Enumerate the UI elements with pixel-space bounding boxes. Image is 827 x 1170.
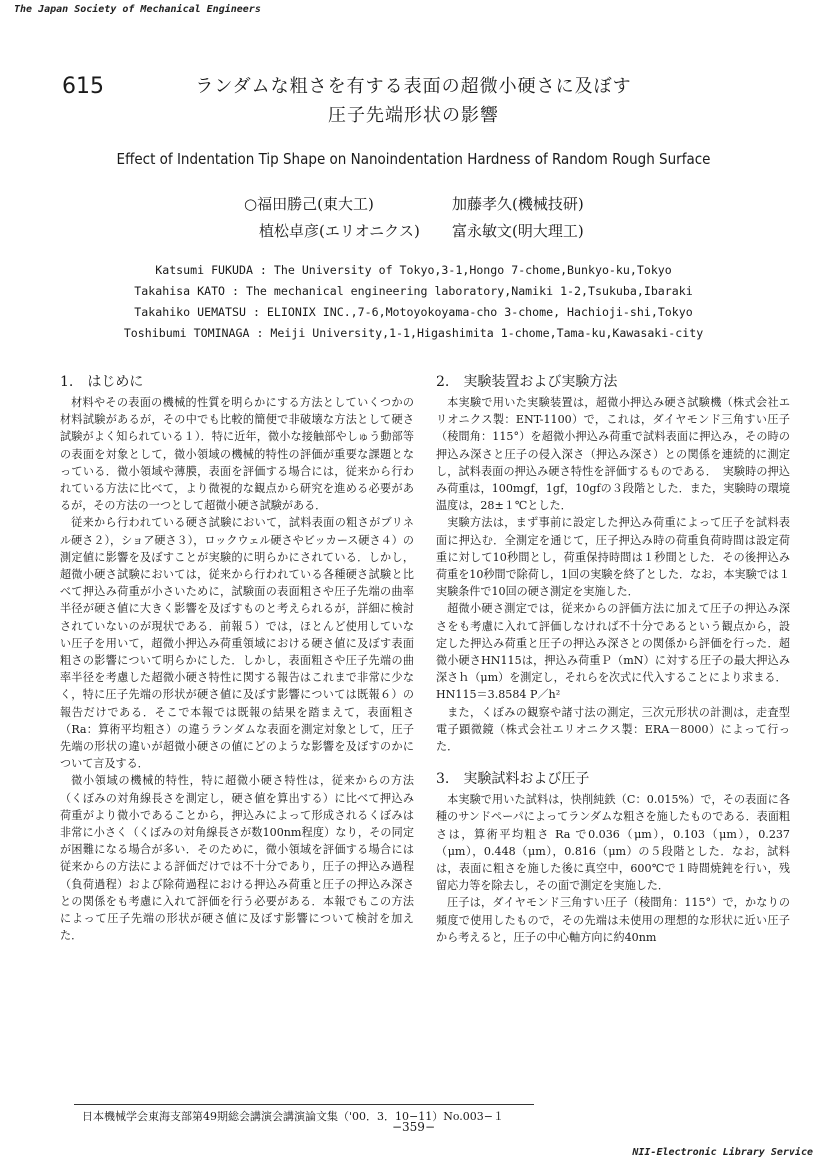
affiliation-2: Takahisa KATO : The mechanical engineering laboratory,Namiki 1-2,Tsukuba,Ibaraki	[134, 284, 693, 298]
paragraph: 実験方法は，まず事前に設定した押込み荷重によって圧子を試料表面に押込む．全測定を通じて，圧子押込み時の荷重負荷時間は設定荷重に対して10秒間とし，荷重保持時間は１秒間とした．その後押込み荷重を10秒間で除荷し，1回の実験を終了とした．なお，本実験では１実験条件で10回の硬さ測定を実施した．	[436, 516, 790, 599]
paragraph: 超微小硬さ測定では，従来からの評価方法に加えて圧子の押込み深さをも考慮に入れて評価しなければ不十分であるという観点から，設定した押込み荷重と圧子の押込み深さとの関係から評価を行った．超微小硬さHN115は，押込み荷重Ｐ（mN）に対する圧子の最大押込み深さｈ（μm）を測定し，それらを次式に代入することにより求まる．	[436, 602, 790, 685]
society-header: The Japan Society of Mechanical Engineers	[14, 4, 261, 15]
footer-rule	[74, 1104, 534, 1105]
title-en: Effect of Indentation Tip Shape on Nanoindentation Hardness of Random Rough Surface	[116, 150, 711, 168]
section-heading-introduction: 1. はじめに	[60, 374, 144, 390]
title-ja-line2: 圧子先端形状の影響	[328, 105, 499, 126]
hardness-formula: HN115＝3.8584 P／h²	[436, 688, 561, 702]
paragraph: 圧子は，ダイヤモンド三角すい圧子（稜間角：115°）で，かなりの頻度で使用したもので，その先端は未使用の理想的な形状に近い圧子から考えると，圧子の中心軸方向に約40nm	[436, 896, 790, 944]
paragraph: 材料やその表面の機械的性質を明らかにする方法としていくつかの材料試験があるが，その中でも比較的簡便で非破壊な方法として硬さ試験がよく知られている１）．特に近年，微小な接触部やしゅう動部等の表面を対象として，微小領域の機械的特性の評価が重要な課題となっている．微小領域や薄膜，表面を評価する場合には，従来から行われている方法に比べて，より微視的な観点から研究を進める必要があるが，その方法の一つとして超微小硬さ試験がある．	[60, 396, 414, 513]
author-3: 植松卓彦(エリオニクス)	[259, 222, 420, 240]
paragraph: 本実験で用いた試料は，快削純鉄（C：0.015%）で，その表面に各種のサンドペーパによってランダムな粗さを施したものである．表面粗さは，算術平均粗さ Ra で0.036（μm），0.103（μm），0.237（μm），0.448（μm），0.816（μm）の５段階とした．なお，試料は，表面に粗さを施した後に真空中，600℃で１時間焼鈍を行い，残留応力等を除去し，その面で測定を実施した．	[436, 793, 790, 893]
paragraph: 微小領域の機械的特性，特に超微小硬さ特性は，従来からの方法（くぼみの対角線長さを測定し，硬さ値を算出する）に比べて押込み荷重がより微小であることから，押込みによって形成されるくぼみは非常に小さく（くぼみの対角線長さが数100nm程度）なり，その同定が困難になる場合が多い．そのために，微小領域を評価する場合には従来からの方法による評価だけでは不十分であり，圧子の押込み過程（負荷過程）および除荷過程における押込み荷重と圧子の押込み深さとの関係をも考慮に入れて評価を行う必要がある．本報でもこの方法によって圧子先端の形状が硬さ値に及ぼす影響について検討を加えた．	[60, 774, 414, 943]
paragraph: 本実験で用いた実験装置は，超微小押込み硬さ試験機（株式会社エリオニクス製：ENT-1100）で，これは，ダイヤモンド三角すい圧子（稜間角：115°）を超微小押込み荷重で試料表面に押込み，その時の押込み深さと圧子の侵入深さ（押込み深さ）との関係を連続的に測定し，試料表面の押込み硬さ特性を評価するものである． 実験時の押込み荷重は，100mgf，1gf，10gfの３段階とした．また，実験時の環境温度は，28±１℃とした．	[436, 396, 790, 513]
author-4: 富永敏文(明大理工)	[452, 222, 584, 240]
paper-number: 615	[62, 74, 104, 99]
author-1: ○福田勝己(東大工)	[244, 195, 374, 213]
nii-footer: NII-Electronic Library Service	[632, 1147, 813, 1158]
proceedings-footer: 日本機械学会東海支部第49期総会講演会講演論文集（'00．3．10−11）No.003−１	[82, 1110, 504, 1123]
affiliation-4: Toshibumi TOMINAGA : Meiji University,1-1,Higashimita 1-chome,Tama-ku,Kawasaki-city	[123, 326, 704, 340]
section-heading-specimens: 3. 実験試料および圧子	[436, 771, 590, 788]
right-column	[436, 372, 790, 946]
title-ja-line1: ランダムな粗さを有する表面の超微小硬さに及ぼす	[195, 76, 632, 97]
section-heading-apparatus: 2. 実験装置および実験方法	[436, 374, 618, 390]
left-column	[60, 372, 414, 945]
author-2: 加藤孝久(機械技研)	[452, 195, 584, 213]
paragraph: また，くぼみの観察や諸寸法の測定，三次元形状の計測は，走査型電子顕微鏡（株式会社エリオニクス製：ERA－8000）によって行った．	[436, 705, 790, 754]
affiliation-1: Katsumi FUKUDA : The University of Tokyo,3-1,Hongo 7-chome,Bunkyo-ku,Tokyo	[155, 263, 672, 277]
page-number: −359−	[391, 1120, 435, 1134]
affiliation-3: Takahiko UEMATSU : ELIONIX INC.,7-6,Motoyokoyama-cho 3-chome, Hachioji-shi,Tokyo	[134, 305, 693, 319]
paragraph: 従来から行われている硬さ試験において，試料表面の粗さがブリネル硬さ２），ショア硬さ３），ロックウェル硬さやビッカース硬さ４）の測定値に影響を及ぼすことが実験的に明らかにされている．しかし，超微小硬さ試験においては，従来から行われている各種硬さ試験と比べて押込み荷重が小さいために，試験面の表面粗さや圧子先端の曲率半径が硬さ値に大きく影響を及ぼすものと考えられるが，詳細に検討されていないのが現状である．前報５）では，ほとんど使用していない圧子を用いて，超微小押込み荷重領域における硬さ値に及ぼす表面粗さの影響について明らかにした．しかし，表面粗さや圧子先端の曲率半径を考慮した超微小硬さ特性に関する報告はこれまで非常に少なく，特に圧子先端の形状が硬さ値に及ぼす影響については既報６）の報告だけである．そこで本報では既報の結果を踏まえて，表面粗さ（Ra：算術平均粗さ）の違うランダムな表面を測定対象として，圧子先端の形状の違いが超微小硬さの値にどのような影響を及ぼすのかについて言及する．	[60, 516, 414, 771]
